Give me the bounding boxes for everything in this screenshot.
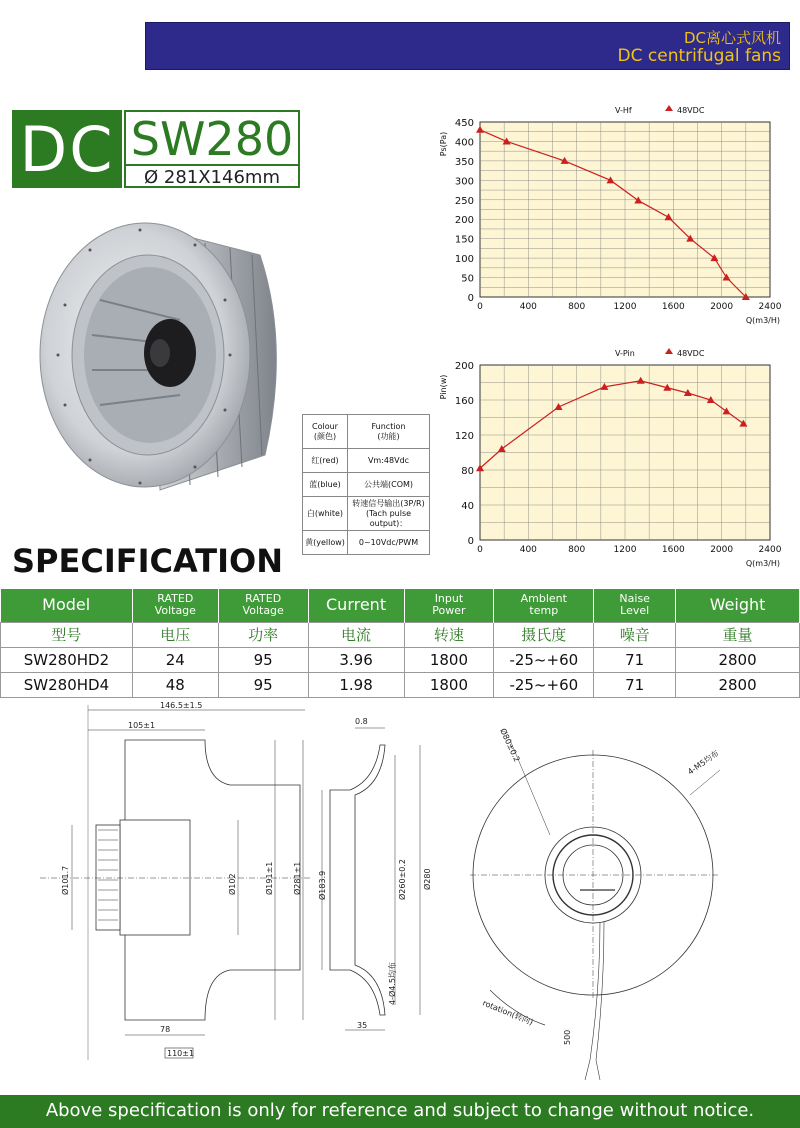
spec-cell: 24: [132, 647, 218, 672]
y-tick-label: 350: [454, 156, 474, 168]
x-tick-label: 2400: [758, 302, 782, 312]
spec-header-cell: Input Power: [404, 589, 494, 622]
dim-110: 110±1: [167, 1049, 195, 1058]
specification-title: SPECIFICATION: [12, 542, 283, 580]
fan-photo: [30, 205, 300, 515]
legend-label: 48VDC: [677, 349, 705, 358]
banner-title-cn: DC离心式风机: [683, 29, 781, 47]
spec-header-cn-cell: 噪音: [594, 622, 676, 647]
model-box: [124, 110, 300, 188]
dim-183: Ø183.9: [318, 870, 327, 900]
model-name: SW280: [130, 112, 294, 166]
x-tick-label: 400: [519, 545, 537, 555]
wire-length: 500: [563, 1029, 572, 1045]
header-banner: [145, 22, 790, 70]
x-tick-label: 1200: [613, 545, 637, 555]
x-tick-label: 2000: [710, 302, 734, 312]
x-tick-label: 800: [568, 545, 586, 555]
dc-label: DC: [12, 110, 122, 188]
wire-table-cell: Vm:48Vdc: [348, 449, 430, 473]
wire-table-row: [303, 497, 430, 531]
spec-cell: 1800: [404, 672, 494, 697]
spec-header-cell: Naise Level: [594, 589, 676, 622]
x-axis-label: Q(m3/H): [745, 559, 780, 568]
spec-row: [1, 672, 800, 697]
wire-table-header: Function (功能): [348, 415, 430, 449]
y-tick-label: 200: [454, 215, 474, 227]
spec-header-cell: Weight: [676, 589, 800, 622]
dim-101: Ø101.7: [61, 865, 70, 895]
spec-header-cell: RATED Voltage: [132, 589, 218, 622]
spec-header-cn-cell: 转速: [404, 622, 494, 647]
x-tick-label: 1600: [661, 302, 685, 312]
wire-table-cell: 红(red): [303, 449, 348, 473]
spec-header-cell: Amblent temp: [494, 589, 594, 622]
y-tick-label: 450: [454, 118, 474, 129]
dim-35: 35: [357, 1021, 368, 1030]
spec-cell: -25~+60: [494, 647, 594, 672]
legend-marker: [665, 105, 673, 111]
rotation-label: rotation(转向): [481, 998, 535, 1027]
spec-cell: 71: [594, 672, 676, 697]
chart-title: V-Hf: [615, 106, 632, 115]
dim-78: 78: [160, 1025, 171, 1034]
y-axis-label: Ps(Pa): [439, 131, 448, 157]
y-tick-label: 0: [467, 293, 474, 304]
spec-header-cell: Current: [308, 589, 404, 622]
dimension-drawings: [0, 700, 800, 1095]
spec-header-cell: Model: [1, 589, 133, 622]
footer-disclaimer: Above specification is only for reference and subject to change without notice.: [0, 1095, 800, 1128]
spec-cell: 1.98: [308, 672, 404, 697]
spec-cell: SW280HD2: [1, 647, 133, 672]
x-tick-label: 1200: [613, 302, 637, 312]
spec-header-cn-cell: 型号: [1, 622, 133, 647]
specification-table: [0, 589, 800, 698]
chart-power-flow: [430, 343, 795, 583]
spec-header-cn-cell: 功率: [218, 622, 308, 647]
y-tick-label: 120: [454, 431, 474, 442]
spec-cell: 1800: [404, 647, 494, 672]
x-tick-label: 2000: [710, 545, 734, 555]
spec-cell: -25~+60: [494, 672, 594, 697]
x-tick-label: 2400: [758, 545, 782, 555]
wire-table-cell: 蓝(blue): [303, 473, 348, 497]
x-tick-label: 0: [477, 302, 483, 312]
spec-header-cn-cell: 电压: [132, 622, 218, 647]
wire-table-cell: 公共端(COM): [348, 473, 430, 497]
y-axis-label: Pin(w): [439, 374, 448, 400]
dim-m5: 4-M5均布: [685, 748, 721, 777]
y-tick-label: 80: [461, 466, 474, 477]
wire-table-cell: 白(white): [303, 497, 348, 531]
chart-title: V-Pin: [615, 349, 635, 358]
wire-table-row: [303, 531, 430, 555]
x-tick-label: 800: [568, 302, 586, 312]
spec-cell: 2800: [676, 672, 800, 697]
dim-260: Ø260±0.2: [398, 859, 407, 900]
spec-cell: 3.96: [308, 647, 404, 672]
wire-table-row: [303, 449, 430, 473]
y-tick-label: 100: [454, 254, 474, 266]
wire-table-cell: 转速信号输出(3P/R) (Tach pulse output)：: [348, 497, 430, 531]
legend-marker: [665, 348, 673, 354]
spec-row: [1, 647, 800, 672]
y-tick-label: 160: [454, 396, 474, 407]
wire-table-cell: 0~10Vdc/PWM: [348, 531, 430, 555]
spec-cell: 71: [594, 647, 676, 672]
spec-cell: SW280HD4: [1, 672, 133, 697]
dim-80: Ø80±0.2: [498, 727, 522, 764]
y-tick-label: 300: [454, 176, 474, 188]
x-tick-label: 400: [519, 302, 537, 312]
wire-colour-table: [302, 414, 430, 555]
spec-header-cn-cell: 电流: [308, 622, 404, 647]
dim-281: Ø281±1: [293, 861, 302, 895]
x-tick-label: 1600: [661, 545, 685, 555]
model-dimension: Ø 281X146mm: [126, 164, 298, 188]
dim-102: Ø102: [228, 873, 237, 895]
y-tick-label: 400: [454, 137, 474, 149]
legend-label: 48VDC: [677, 106, 705, 115]
front-view-drawing: [470, 727, 721, 1080]
spec-cell: 48: [132, 672, 218, 697]
spec-cell: 2800: [676, 647, 800, 672]
dim-total-length: 146.5±1.5: [160, 701, 203, 710]
side-view-drawing: [40, 701, 310, 1060]
dim-280: Ø280: [423, 868, 432, 890]
y-tick-label: 150: [454, 234, 474, 246]
y-tick-label: 250: [454, 195, 474, 207]
y-tick-label: 40: [461, 501, 474, 512]
dim-191: Ø191±1: [265, 861, 274, 895]
y-tick-label: 0: [467, 536, 474, 547]
wire-table-header: Colour (颜色): [303, 415, 348, 449]
wire-table-cell: 黄(yellow): [303, 531, 348, 555]
chart-pressure-flow: [430, 100, 795, 340]
spec-header-cn-cell: 重量: [676, 622, 800, 647]
spec-header-cell: RATED Voltage: [218, 589, 308, 622]
y-tick-label: 200: [454, 361, 474, 372]
banner-title-en: DC centrifugal fans: [617, 46, 781, 66]
wire-table-row: [303, 473, 430, 497]
x-tick-label: 0: [477, 545, 483, 555]
y-tick-label: 50: [461, 273, 474, 285]
dim-08: 0.8: [355, 717, 368, 726]
dim-105: 105±1: [128, 721, 156, 730]
x-axis-label: Q(m3/H): [745, 316, 780, 325]
spec-cell: 95: [218, 647, 308, 672]
spec-header-cn-cell: 摄氏度: [494, 622, 594, 647]
profile-view-drawing: [317, 717, 432, 1030]
dim-holes: 4-Ø4.5均布: [388, 962, 397, 1005]
spec-cell: 95: [218, 672, 308, 697]
